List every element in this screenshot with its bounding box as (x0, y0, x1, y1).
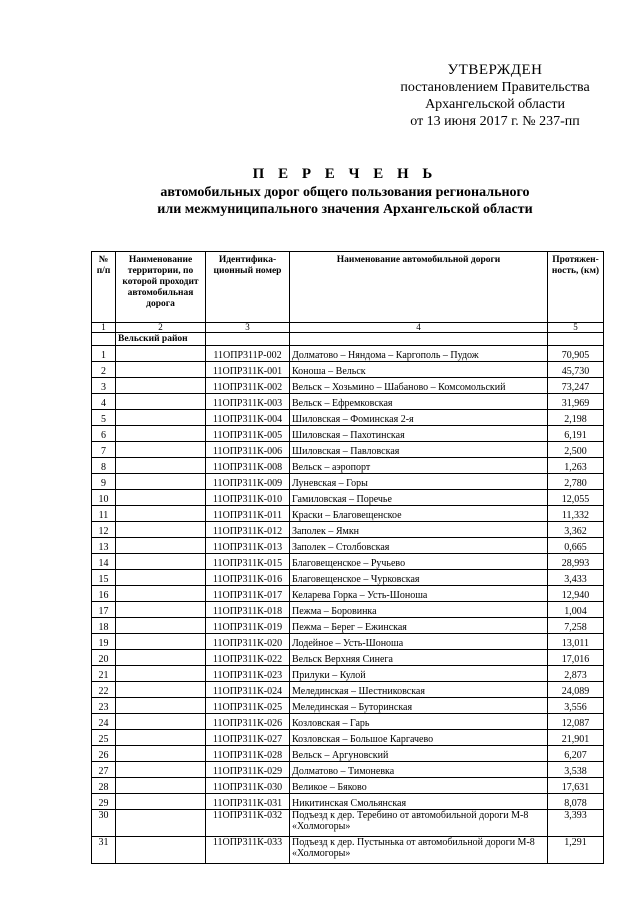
row-road-name: Благовещенское – Чурковская (290, 570, 548, 586)
row-identifier: 11ОПР311К-033 (206, 837, 290, 864)
header-id: Идентифика-ционный номер (206, 252, 290, 323)
row-length: 12,055 (548, 490, 604, 506)
table-row (92, 554, 604, 570)
row-identifier: 11ОПР311К-002 (206, 378, 290, 394)
approval-line: Архангельской области (425, 97, 565, 112)
row-road-name: Луневская – Горы (290, 474, 548, 490)
row-road-name: Шиловская – Фоминская 2-я (290, 410, 548, 426)
table-row (92, 362, 604, 378)
row-identifier: 11ОПР311К-006 (206, 442, 290, 458)
row-road-name: Шиловская – Павловская (290, 442, 548, 458)
row-road-name: Вельск – Хозьмино – Шабаново – Комсомольский (290, 378, 548, 394)
table-row (92, 506, 604, 522)
row-road-name: Козловская – Большое Каргачево (290, 730, 548, 746)
district-cell (548, 333, 604, 346)
table-row (92, 762, 604, 778)
table-row (92, 570, 604, 586)
row-length: 3,433 (548, 570, 604, 586)
table-row (92, 378, 604, 394)
row-number: 8 (92, 458, 116, 474)
row-length: 2,198 (548, 410, 604, 426)
row-road-name: Пежма – Берег – Ежинская (290, 618, 548, 634)
row-number: 5 (92, 410, 116, 426)
row-length: 8,078 (548, 794, 604, 810)
row-length: 11,332 (548, 506, 604, 522)
row-identifier: 11ОПР311К-028 (206, 746, 290, 762)
table-row (92, 650, 604, 666)
row-territory (116, 538, 206, 554)
row-territory (116, 698, 206, 714)
row-identifier: 11ОПР311К-026 (206, 714, 290, 730)
row-road-name: Козловская – Гарь (290, 714, 548, 730)
row-length: 3,393 (548, 810, 604, 837)
row-road-name: Заполек – Ямкн (290, 522, 548, 538)
row-identifier: 11ОПР311К-020 (206, 634, 290, 650)
row-road-name: Мелединская – Буторинская (290, 698, 548, 714)
row-number: 18 (92, 618, 116, 634)
row-length: 12,087 (548, 714, 604, 730)
district-cell (206, 333, 290, 346)
table-row (92, 698, 604, 714)
roads-table (91, 251, 604, 864)
row-road-name: Келарева Горка – Усть-Шоноша (290, 586, 548, 602)
row-identifier: 11ОПР311К-017 (206, 586, 290, 602)
table-row (92, 730, 604, 746)
row-road-name: Лодейное – Усть-Шоноша (290, 634, 548, 650)
row-territory (116, 682, 206, 698)
row-number: 12 (92, 522, 116, 538)
row-road-name: Долматово – Няндома – Каргополь – Пудож (290, 346, 548, 362)
row-road-name: Пежма – Боровинка (290, 602, 548, 618)
table-row (92, 666, 604, 682)
header-num: № п/п (92, 252, 116, 323)
row-length: 73,247 (548, 378, 604, 394)
row-identifier: 11ОПР311К-029 (206, 762, 290, 778)
row-territory (116, 378, 206, 394)
row-length: 6,207 (548, 746, 604, 762)
header-length: Протяжен-ность, (км) (548, 252, 604, 323)
district-cell (92, 333, 116, 346)
row-number: 9 (92, 474, 116, 490)
row-number: 29 (92, 794, 116, 810)
table-row (92, 490, 604, 506)
row-territory (116, 714, 206, 730)
row-length: 1,263 (548, 458, 604, 474)
row-length: 2,873 (548, 666, 604, 682)
row-number: 14 (92, 554, 116, 570)
table-row (92, 682, 604, 698)
row-length: 17,631 (548, 778, 604, 794)
row-length: 2,500 (548, 442, 604, 458)
row-number: 15 (92, 570, 116, 586)
row-length: 70,905 (548, 346, 604, 362)
table-row (92, 586, 604, 602)
row-territory (116, 730, 206, 746)
row-road-name: Подъезд к дер. Пустынька от автомобильной дороги М-8 «Холмогоры» (290, 837, 548, 864)
row-number: 13 (92, 538, 116, 554)
table-row (92, 538, 604, 554)
row-number: 6 (92, 426, 116, 442)
row-territory (116, 618, 206, 634)
table-row (92, 746, 604, 762)
column-number: 1 (92, 323, 116, 333)
row-length: 3,556 (548, 698, 604, 714)
row-length: 28,993 (548, 554, 604, 570)
row-identifier: 11ОПР311К-010 (206, 490, 290, 506)
district-name: Вельский район (118, 334, 188, 344)
row-identifier: 11ОПР311К-027 (206, 730, 290, 746)
row-identifier: 11ОПР311К-015 (206, 554, 290, 570)
row-territory (116, 778, 206, 794)
row-territory (116, 410, 206, 426)
row-identifier: 11ОПР311К-004 (206, 410, 290, 426)
row-identifier: 11ОПР311К-012 (206, 522, 290, 538)
row-territory (116, 554, 206, 570)
row-identifier: 11ОПР311К-016 (206, 570, 290, 586)
row-territory (116, 602, 206, 618)
table-row (92, 426, 604, 442)
row-road-name: Коноша – Вельск (290, 362, 548, 378)
row-identifier: 11ОПР311К-003 (206, 394, 290, 410)
document-title (90, 166, 600, 218)
approval-line: постановлением Правительства (400, 80, 590, 95)
table-row (92, 410, 604, 426)
title-heading: П Е Р Е Ч Е Н Ь (252, 166, 438, 182)
row-identifier: 11ОПР311К-031 (206, 794, 290, 810)
column-number: 4 (290, 323, 548, 333)
row-road-name: Долматово – Тимоневка (290, 762, 548, 778)
row-length: 24,089 (548, 682, 604, 698)
row-territory (116, 586, 206, 602)
row-identifier: 11ОПР311К-008 (206, 458, 290, 474)
row-territory (116, 570, 206, 586)
row-length: 13,011 (548, 634, 604, 650)
district-cell (290, 333, 548, 346)
row-road-name: Вельск – аэропорт (290, 458, 548, 474)
table-row (92, 794, 604, 810)
row-number: 16 (92, 586, 116, 602)
row-number: 17 (92, 602, 116, 618)
row-identifier: 11ОПР311К-025 (206, 698, 290, 714)
row-territory (116, 837, 206, 864)
row-length: 21,901 (548, 730, 604, 746)
row-identifier: 11ОПР311К-019 (206, 618, 290, 634)
row-territory (116, 490, 206, 506)
row-road-name: Прилуки – Кулой (290, 666, 548, 682)
table-row (92, 442, 604, 458)
row-number: 31 (92, 837, 116, 864)
approval-block (380, 62, 610, 130)
row-territory (116, 810, 206, 837)
row-identifier: 11ОПР311К-024 (206, 682, 290, 698)
table-row (92, 458, 604, 474)
row-territory (116, 522, 206, 538)
column-number: 2 (116, 323, 206, 333)
row-territory (116, 442, 206, 458)
row-road-name: Благовещенское – Ручьево (290, 554, 548, 570)
row-number: 4 (92, 394, 116, 410)
row-territory (116, 458, 206, 474)
row-identifier: 11ОПР311К-018 (206, 602, 290, 618)
row-road-name: Вельск – Ефремковская (290, 394, 548, 410)
row-road-name: Заполек – Столбовская (290, 538, 548, 554)
row-identifier: 11ОПР311К-023 (206, 666, 290, 682)
row-length: 1,004 (548, 602, 604, 618)
district-cell (116, 333, 206, 346)
table-row (92, 634, 604, 650)
row-territory (116, 346, 206, 362)
row-road-name: Краски – Благовещенское (290, 506, 548, 522)
row-identifier: 11ОПР311К-030 (206, 778, 290, 794)
table-row (92, 394, 604, 410)
row-road-name: Шиловская – Пахотинская (290, 426, 548, 442)
row-territory (116, 634, 206, 650)
row-territory (116, 794, 206, 810)
row-road-name: Подъезд к дер. Теребино от автомобильной дороги М-8 «Холмогоры» (290, 810, 548, 837)
row-road-name: Вельск Верхняя Синега (290, 650, 548, 666)
row-number: 20 (92, 650, 116, 666)
row-number: 28 (92, 778, 116, 794)
row-territory (116, 426, 206, 442)
row-number: 19 (92, 634, 116, 650)
row-length: 12,940 (548, 586, 604, 602)
row-territory (116, 394, 206, 410)
row-territory (116, 506, 206, 522)
row-number: 22 (92, 682, 116, 698)
title-line: или межмуниципального значения Архангельской области (157, 202, 533, 217)
row-road-name: Вельск – Аргуновский (290, 746, 548, 762)
table-row (92, 714, 604, 730)
row-territory (116, 650, 206, 666)
row-length: 7,258 (548, 618, 604, 634)
row-number: 11 (92, 506, 116, 522)
row-road-name: Мелединская – Шестниковская (290, 682, 548, 698)
row-length: 45,730 (548, 362, 604, 378)
title-line: автомобильных дорог общего пользования регионального (160, 185, 530, 200)
row-road-name: Никитинская Смольянская (290, 794, 548, 810)
row-number: 7 (92, 442, 116, 458)
row-length: 31,969 (548, 394, 604, 410)
row-identifier: 11ОПР311К-011 (206, 506, 290, 522)
row-number: 26 (92, 746, 116, 762)
row-road-name: Великое – Бяково (290, 778, 548, 794)
row-number: 25 (92, 730, 116, 746)
row-identifier: 11ОПР311К-001 (206, 362, 290, 378)
table-row (92, 474, 604, 490)
header-territory: Наименование территории, по которой проходит автомобильная дорога (116, 252, 206, 323)
row-number: 30 (92, 810, 116, 837)
table-row (92, 778, 604, 794)
table-row (92, 346, 604, 362)
row-number: 2 (92, 362, 116, 378)
table-row (92, 810, 604, 837)
row-identifier: 11ОПР311К-013 (206, 538, 290, 554)
row-number: 21 (92, 666, 116, 682)
row-identifier: 11ОПР311Р-002 (206, 346, 290, 362)
row-length: 3,362 (548, 522, 604, 538)
row-identifier: 11ОПР311К-032 (206, 810, 290, 837)
row-number: 10 (92, 490, 116, 506)
table-row (92, 602, 604, 618)
row-length: 1,291 (548, 837, 604, 864)
row-length: 3,538 (548, 762, 604, 778)
row-number: 27 (92, 762, 116, 778)
row-territory (116, 762, 206, 778)
row-territory (116, 362, 206, 378)
row-number: 23 (92, 698, 116, 714)
column-number: 3 (206, 323, 290, 333)
approval-heading: УТВЕРЖДЕН (447, 62, 543, 78)
table-row (92, 618, 604, 634)
row-length: 0,665 (548, 538, 604, 554)
table-row (92, 837, 604, 864)
row-number: 3 (92, 378, 116, 394)
row-length: 17,016 (548, 650, 604, 666)
approval-date-line: от 13 июня 2017 г. № 237-пп (410, 114, 580, 129)
row-number: 24 (92, 714, 116, 730)
header-road-name: Наименование автомобильной дороги (290, 252, 548, 323)
row-length: 6,191 (548, 426, 604, 442)
row-territory (116, 746, 206, 762)
row-number: 1 (92, 346, 116, 362)
row-identifier: 11ОПР311К-022 (206, 650, 290, 666)
row-identifier: 11ОПР311К-009 (206, 474, 290, 490)
column-number: 5 (548, 323, 604, 333)
row-territory (116, 666, 206, 682)
row-length: 2,780 (548, 474, 604, 490)
row-identifier: 11ОПР311К-005 (206, 426, 290, 442)
table-row (92, 522, 604, 538)
row-territory (116, 474, 206, 490)
row-road-name: Гамиловская – Поречье (290, 490, 548, 506)
